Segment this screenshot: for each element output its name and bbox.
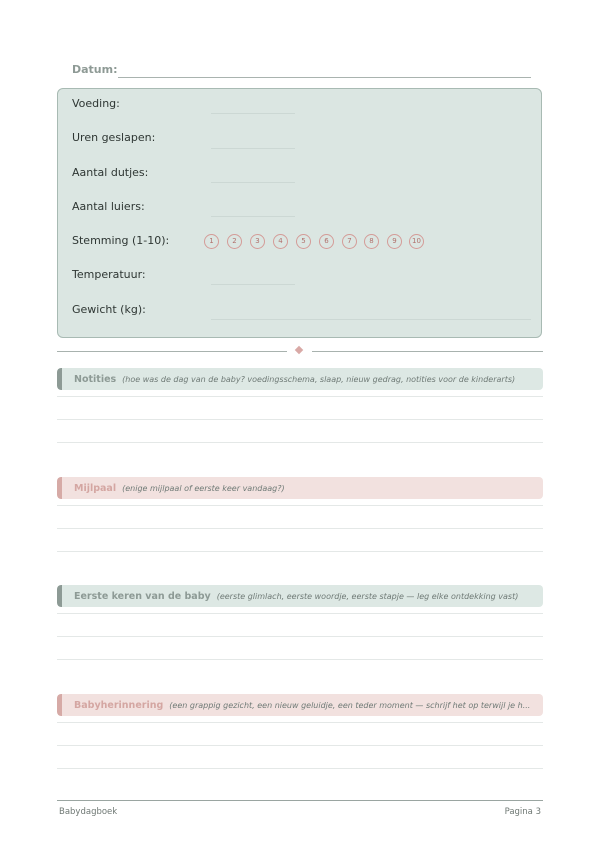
mood-option[interactable]: 1: [204, 234, 219, 249]
section-hint: (hoe was de dag van de baby? voedingsschema, slaap, nieuw gedrag, notities voor de kinderarts): [122, 374, 516, 384]
field-label-diapers: Aantal luiers:: [72, 200, 145, 213]
field-label-weight: Gewicht (kg):: [72, 303, 146, 316]
mood-option[interactable]: 4: [273, 234, 288, 249]
section-header-baby-firsts: [57, 585, 543, 607]
section-title: Notities: [74, 373, 117, 385]
field-label-feeding: Voeding:: [72, 97, 120, 110]
section-hint: (een grappig gezicht, een nieuw geluidje, een teder moment — schrijf het op terwijl je h...: [169, 700, 531, 710]
writing-line[interactable]: [57, 442, 543, 443]
section-title: Mijlpaal: [74, 482, 117, 494]
divider-left: [57, 351, 287, 352]
mood-option[interactable]: 5: [296, 234, 311, 249]
writing-line[interactable]: [57, 396, 543, 397]
footer-divider: [57, 800, 543, 801]
writing-line[interactable]: [57, 768, 543, 769]
date-label: Datum:: [72, 63, 118, 76]
mood-option[interactable]: 10: [409, 234, 424, 249]
writing-line[interactable]: [57, 419, 543, 420]
diamond-ornament-icon: [295, 346, 303, 354]
naps-input-line[interactable]: [211, 182, 295, 183]
writing-line[interactable]: [57, 722, 543, 723]
writing-line[interactable]: [57, 551, 543, 552]
diapers-input-line[interactable]: [211, 216, 295, 217]
field-label-hours-slept: Uren geslapen:: [72, 131, 156, 144]
writing-line[interactable]: [57, 636, 543, 637]
section-header-notes: [57, 368, 543, 390]
divider-right: [312, 351, 543, 352]
section-accent-bar: [57, 585, 62, 607]
page-number: Pagina 3: [504, 807, 541, 817]
temperature-input-line[interactable]: [211, 284, 295, 285]
date-input-line[interactable]: [118, 77, 531, 78]
section-hint: (enige mijlpaal of eerste keer vandaag?): [122, 483, 285, 493]
field-label-mood: Stemming (1-10):: [72, 234, 170, 247]
weight-input-line[interactable]: [211, 319, 531, 320]
mood-option[interactable]: 6: [319, 234, 334, 249]
writing-line[interactable]: [57, 659, 543, 660]
writing-line[interactable]: [57, 505, 543, 506]
section-title: Babyherinnering: [74, 699, 164, 711]
writing-line[interactable]: [57, 613, 543, 614]
footer-title: Babydagboek: [59, 807, 118, 817]
section-hint: (eerste glimlach, eerste woordje, eerste stapje — leg elke ontdekking vast): [216, 591, 519, 601]
section-accent-bar: [57, 368, 62, 390]
section-header-milestone: [57, 477, 543, 499]
hours-slept-input-line[interactable]: [211, 148, 295, 149]
section-accent-bar: [57, 477, 62, 499]
mood-option[interactable]: 9: [387, 234, 402, 249]
feeding-input-line[interactable]: [211, 113, 295, 114]
mood-option[interactable]: 3: [250, 234, 265, 249]
field-label-temperature: Temperatuur:: [72, 268, 146, 281]
field-label-naps: Aantal dutjes:: [72, 166, 149, 179]
mood-option[interactable]: 8: [364, 234, 379, 249]
section-header-baby-memory: [57, 694, 543, 716]
writing-line[interactable]: [57, 528, 543, 529]
mood-option[interactable]: 2: [227, 234, 242, 249]
mood-option[interactable]: 7: [342, 234, 357, 249]
section-title: Eerste keren van de baby: [74, 590, 211, 602]
section-accent-bar: [57, 694, 62, 716]
writing-line[interactable]: [57, 745, 543, 746]
daily-info-box: [57, 88, 542, 338]
